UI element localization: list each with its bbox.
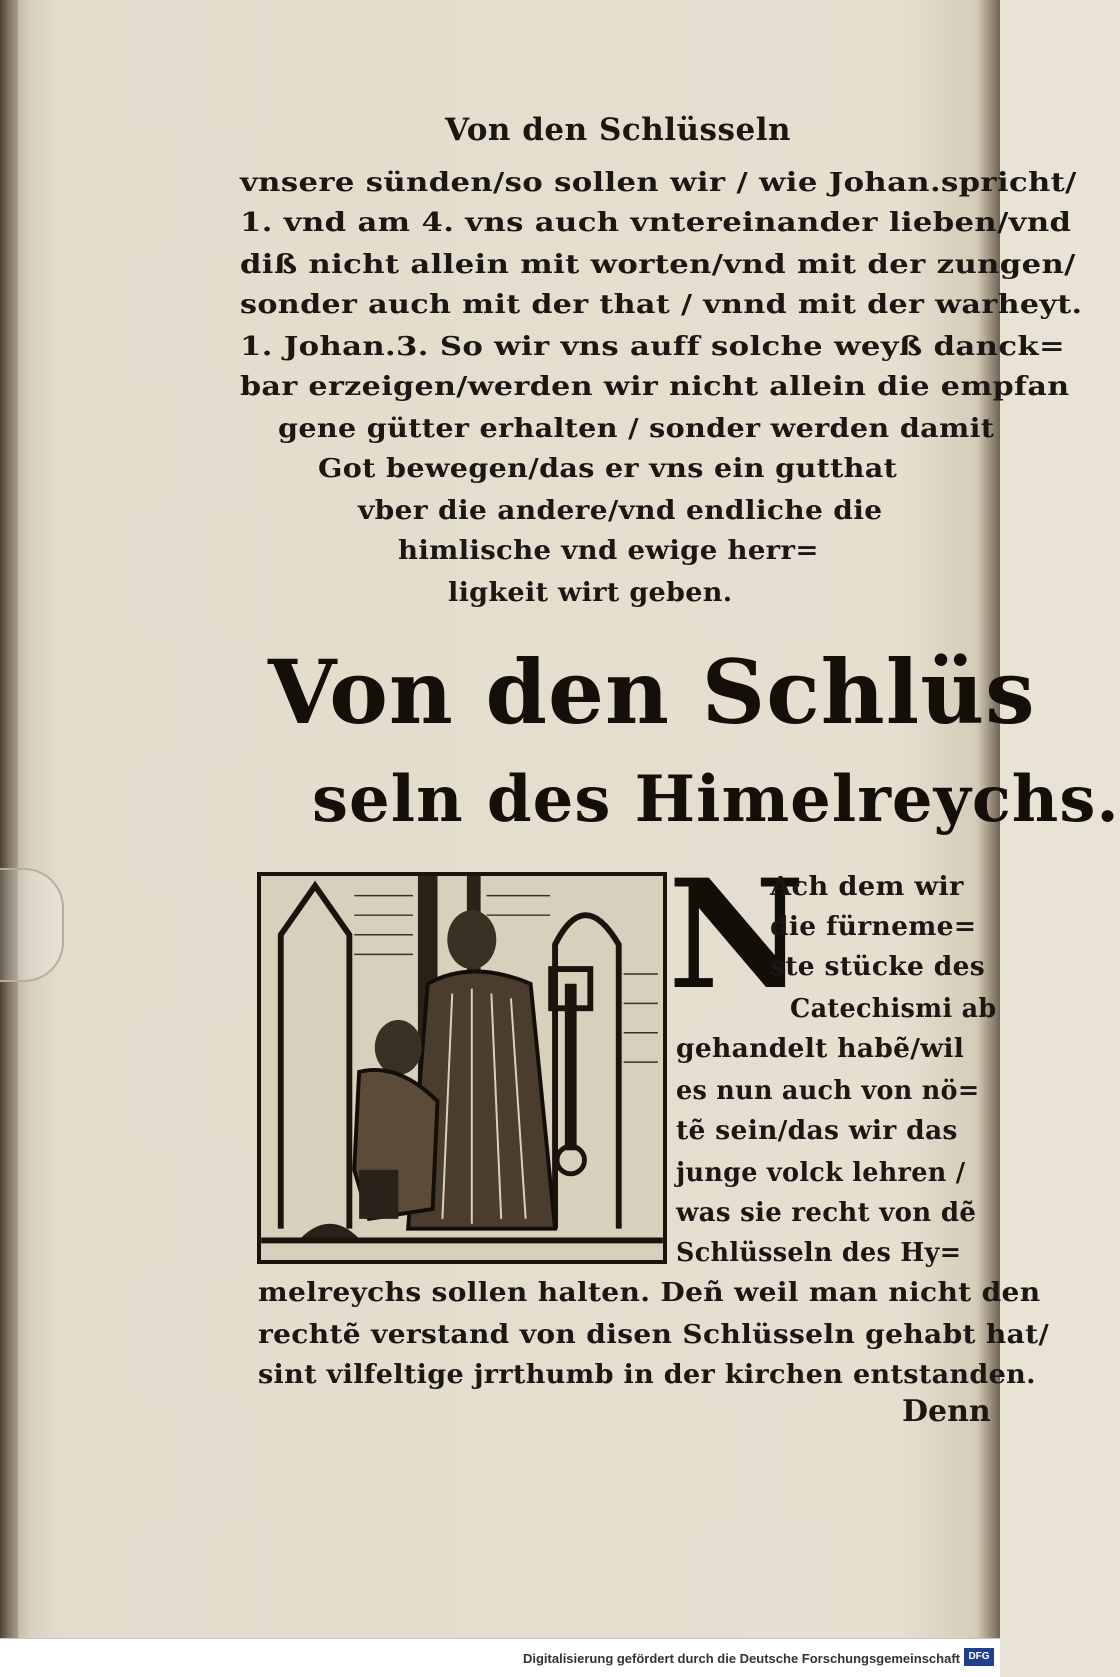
body-line: melreychs sollen halten. Deñ weil man nicht den [258, 1278, 1041, 1308]
body-line: 1. Johan.3. So wir vns auff solche weyß danck= [240, 332, 1066, 362]
page-clip [0, 868, 64, 982]
chapter-heading-continued: seln des Himelreychs. [312, 762, 1120, 837]
body-line: diß nicht allein mit worten/vnd mit der zungen/ [240, 250, 1076, 280]
catchword: Denn [902, 1394, 991, 1429]
body-line: himlische vnd ewige herr= [398, 536, 819, 566]
woodcut-illustration [257, 872, 667, 1264]
body-line: 1. vnd am 4. vns auch vntereinander lieben/vnd [240, 208, 1072, 238]
body-line: vnsere sünden/so sollen wir / wie Johan.spricht/ [240, 168, 1077, 198]
body-line: junge volck lehren / [676, 1158, 966, 1188]
footer-credit: Digitalisierung gefördert durch die Deutsche Forschungsgemeinschaft [522, 1651, 960, 1666]
body-line: Got bewegen/das er vns ein gutthat [318, 454, 898, 484]
woodcut-icon [261, 876, 663, 1260]
body-line: vber die andere/vnd endliche die [358, 496, 883, 526]
initial-letter: N [668, 847, 806, 1023]
body-line: Schlüsseln des Hy= [676, 1238, 962, 1268]
body-line: Catechismi ab [790, 994, 997, 1024]
body-line: die fürneme= [770, 912, 977, 942]
body-line: sint vilfeltige jrrthumb in der kirchen entstanden. [258, 1360, 1036, 1390]
dfg-logo-icon[interactable]: DFG [964, 1648, 994, 1666]
footer-bar [0, 1638, 1000, 1677]
body-line: bar erzeigen/werden wir nicht allein die empfan [240, 372, 1070, 402]
body-line: es nun auch von nö= [676, 1076, 980, 1106]
chapter-heading: Von den Schlüs [268, 640, 1036, 744]
body-line: ste stücke des [770, 952, 986, 982]
body-line: gene gütter erhalten / sonder werden damit [278, 414, 995, 444]
body-line: ligkeit wirt geben. [448, 578, 733, 608]
body-line: Ach dem wir [770, 872, 964, 902]
body-line: gehandelt habẽ/wil [676, 1034, 965, 1064]
running-head: Von den Schlüsseln [445, 112, 792, 148]
body-line: rechtẽ verstand von disen Schlüsseln gehabt hat/ [258, 1320, 1050, 1350]
body-line: sonder auch mit der that / vnnd mit der warheyt. [240, 290, 1083, 320]
body-line: tẽ sein/das wir das [676, 1116, 958, 1146]
body-line: was sie recht von dẽ [676, 1198, 977, 1228]
book-spine [0, 0, 18, 1638]
